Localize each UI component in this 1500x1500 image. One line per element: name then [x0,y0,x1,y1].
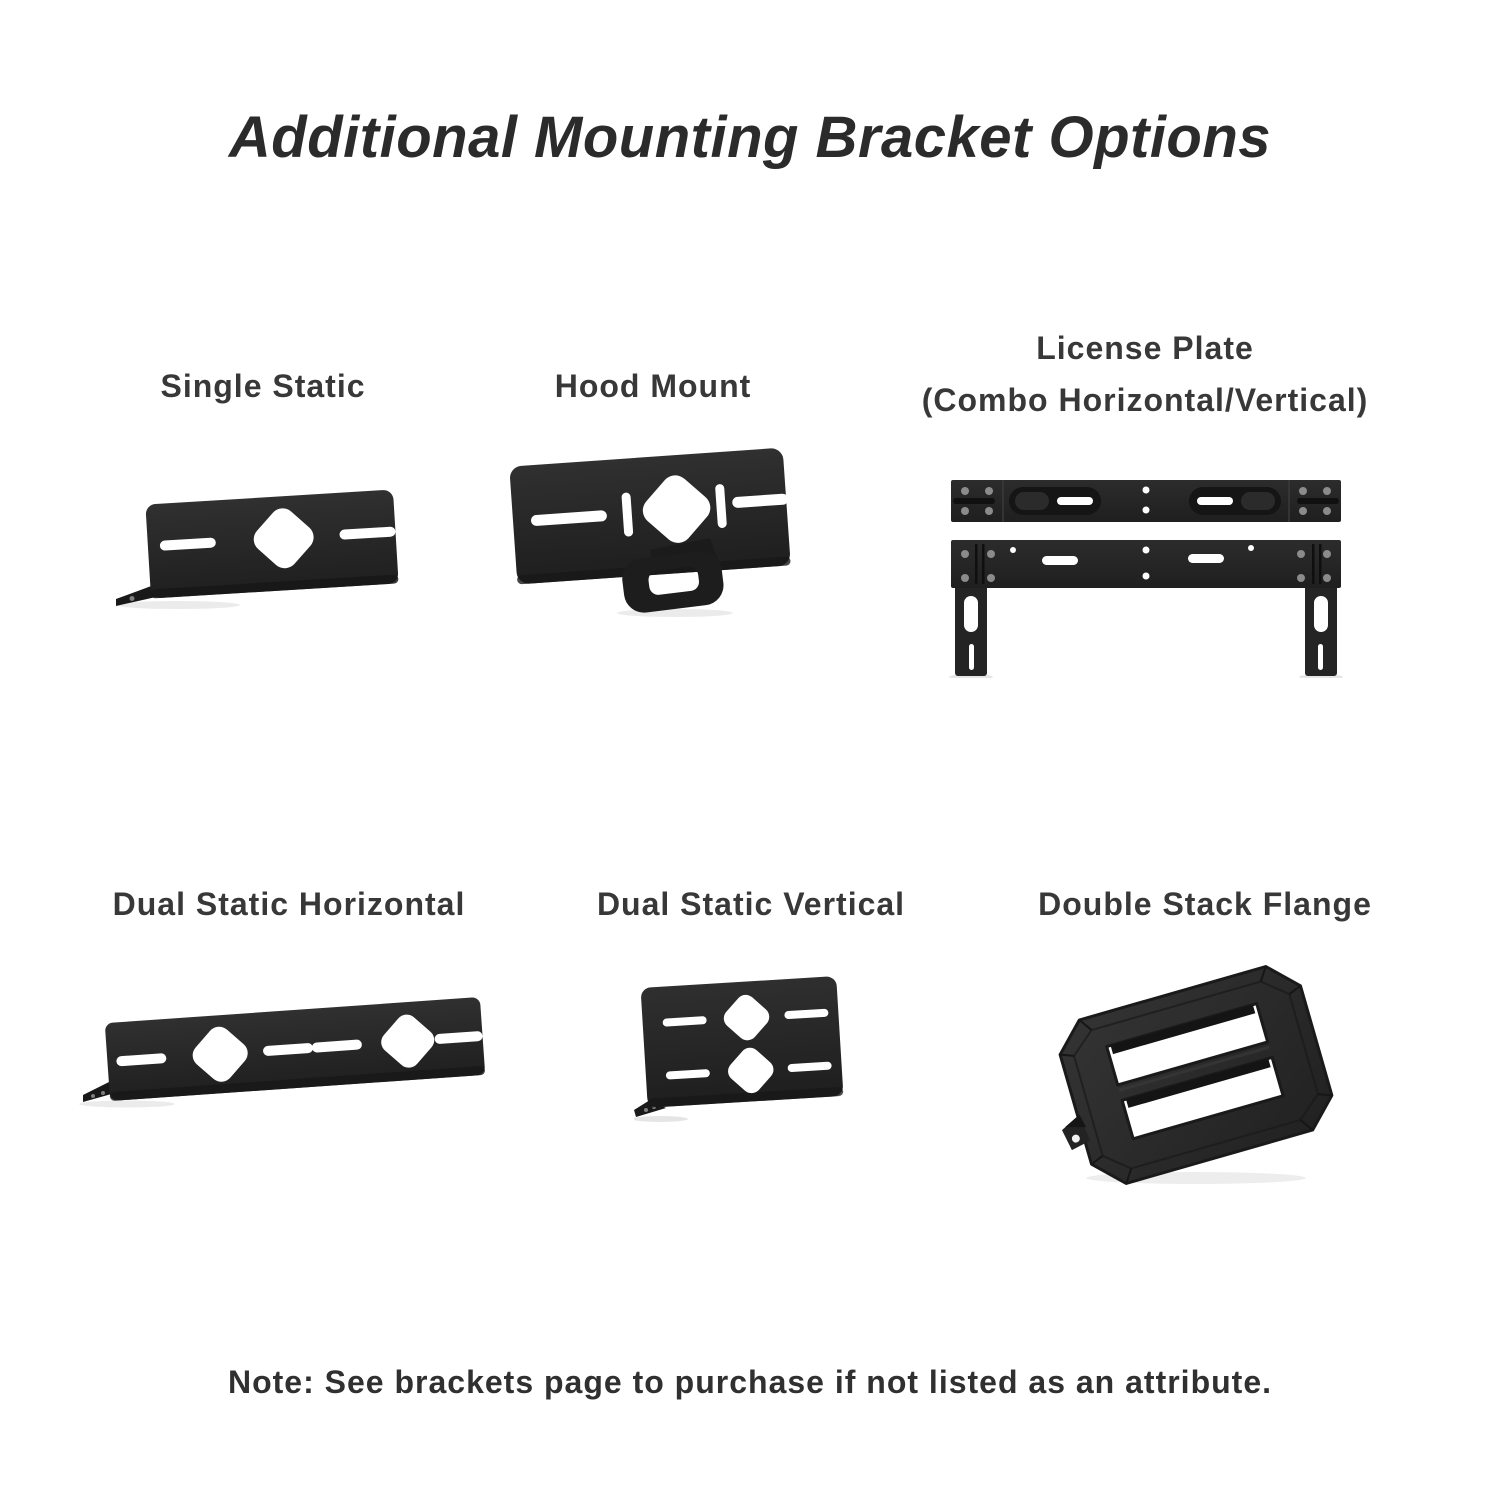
page-title: Additional Mounting Bracket Options [228,105,1272,170]
dual-static-vertical-bracket-image [634,974,849,1124]
bracket-label-single-static: Single Static [160,368,366,404]
bracket-label-license-plate-line1: License Plate [1036,330,1254,366]
single-static-bracket-image [108,483,432,613]
license-plate-combo-bracket-image [945,478,1345,678]
footer-note: Note: See brackets page to purchase if not listed as an attribute. [227,1364,1272,1400]
dual-static-horizontal-bracket-image [79,985,485,1110]
bracket-label-license-plate-line2: (Combo Horizontal/Vertical) [921,382,1369,418]
double-stack-flange-bracket-image [1046,963,1346,1188]
bracket-label-hood-mount: Hood Mount [554,368,752,404]
bracket-label-dual-static-horizontal: Dual Static Horizontal [112,886,466,922]
bracket-label-double-stack-flange: Double Stack Flange [1038,886,1372,922]
hood-mount-bracket-image [505,447,795,617]
bracket-label-license-plate [865,322,1425,426]
bracket-label-dual-static-vertical: Dual Static Vertical [596,886,906,922]
